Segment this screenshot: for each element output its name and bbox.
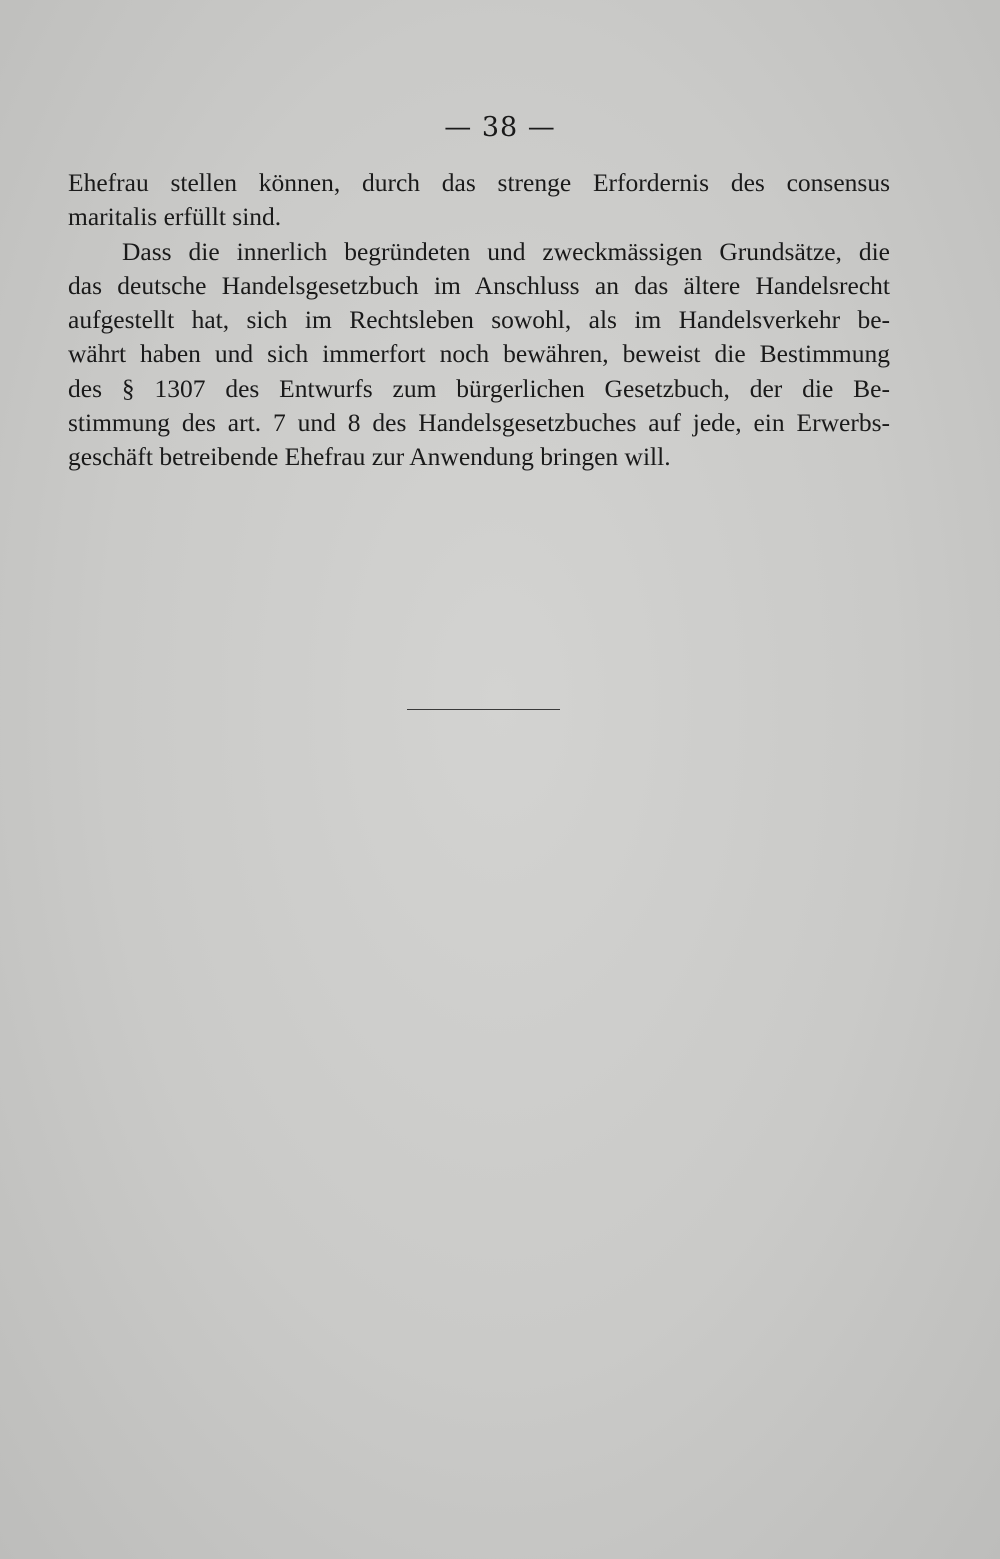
text-line: Dass die innerlich begründeten und zweckmässigen Grundsätze, die bbox=[122, 236, 890, 266]
text-line: Ehefrau stellen können, durch das strenge Erfordernis des consensus bbox=[68, 168, 890, 197]
section-divider bbox=[407, 709, 560, 710]
text-line: maritalis erfüllt sind. bbox=[68, 202, 282, 232]
text-line: währt haben und sich immerfort noch bewähren, beweist die Bestimmung bbox=[68, 339, 890, 369]
text-line: das deutsche Handelsgesetzbuch im Anschluss an das ältere Handelsrecht bbox=[68, 270, 890, 300]
text-line: des § 1307 des Entwurfs zum bürgerlichen Gesetzbuch, der die Be- bbox=[68, 373, 890, 403]
text-line: geschäft betreibende Ehefrau zur Anwendung bringen will. bbox=[68, 442, 671, 472]
body-text bbox=[68, 166, 890, 475]
text-line: stimmung des art. 7 und 8 des Handelsgesetzbuches auf jede, ein Erwerbs- bbox=[68, 408, 890, 438]
paragraph-1 bbox=[68, 166, 890, 235]
paragraph-2 bbox=[68, 235, 890, 475]
text-line: aufgestellt hat, sich im Rechtsleben sowohl, als im Handelsverkehr be- bbox=[68, 305, 890, 335]
page-number: — 38 — bbox=[444, 112, 556, 143]
